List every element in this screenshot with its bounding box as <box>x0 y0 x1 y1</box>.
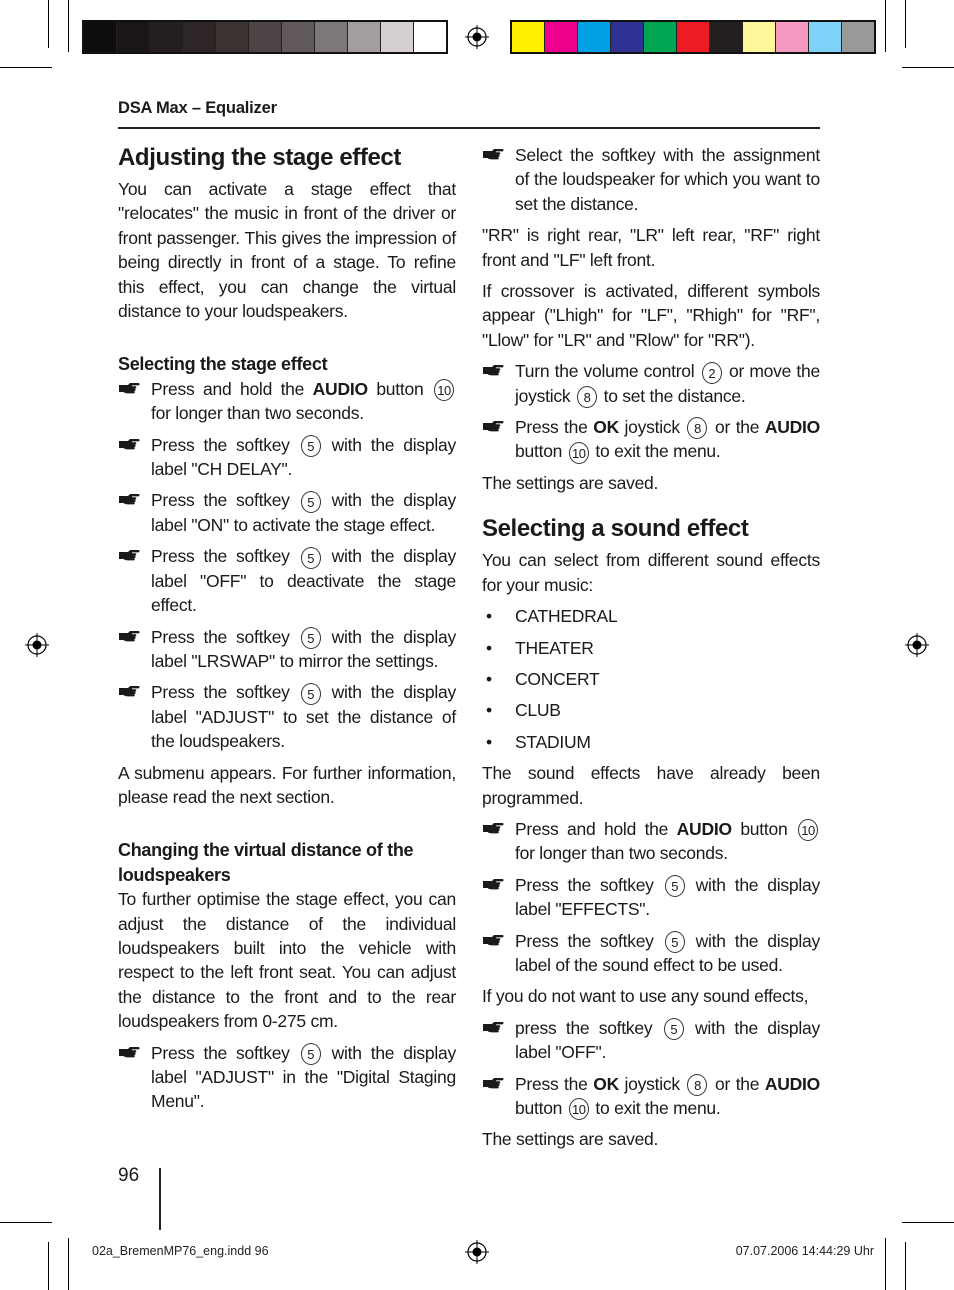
list-item: • CLUB <box>486 700 561 721</box>
instruction-step: Turn the volume control 2 or move the joystick 8 to set the distance. <box>482 359 820 408</box>
control-number-badge: 5 <box>301 435 321 457</box>
pointing-hand-icon <box>118 379 140 397</box>
crop-mark <box>885 0 886 52</box>
control-number-badge: 10 <box>569 442 589 464</box>
color-swatch <box>281 22 314 52</box>
pointing-hand-icon <box>482 875 504 893</box>
paragraph: "RR" is right rear, "LR" left rear, "RF" right front and "LF" left front. <box>482 225 820 270</box>
instruction-step: Press the softkey 5 with the display label "EFFECTS". <box>482 873 820 922</box>
instruction-step: Press the softkey 5 with the display label "ON" to activate the stage effect. <box>118 488 456 537</box>
control-number-badge: 5 <box>301 683 321 705</box>
paragraph: The settings are saved. <box>482 1129 659 1150</box>
color-swatch <box>215 22 248 52</box>
crop-mark <box>68 0 69 52</box>
instruction-step: Press the softkey 5 with the display label "ADJUST" in the "Digital Staging Menu". <box>118 1041 456 1114</box>
pointing-hand-icon <box>118 627 140 645</box>
color-swatch <box>413 22 446 52</box>
crop-mark <box>48 1242 49 1290</box>
crop-mark <box>902 1222 954 1223</box>
control-number-badge: 5 <box>301 491 321 513</box>
paragraph: The settings are saved. <box>482 472 659 493</box>
instruction-step: Press the softkey 5 with the display label "ADJUST" to set the distance of the loudspeakers. <box>118 680 456 753</box>
subheading-virtual-distance: Changing the virtual distance of the loudspeakers <box>118 840 414 885</box>
color-swatch <box>149 22 182 52</box>
crop-mark <box>48 0 49 48</box>
crop-mark <box>68 1238 69 1290</box>
color-swatch <box>116 22 149 52</box>
control-number-badge: 10 <box>569 1098 589 1120</box>
control-number-badge: 5 <box>301 547 321 569</box>
control-number-badge: 5 <box>301 627 321 649</box>
color-swatch <box>84 22 116 52</box>
instruction-step: Press the OK joystick 8 or the AUDIO button 10 to exit the menu. <box>482 415 820 464</box>
crop-mark <box>905 0 906 48</box>
color-swatch <box>248 22 281 52</box>
instruction-step: Select the softkey with the assignment of the loudspeaker for which you want to set the distance. <box>482 143 820 216</box>
color-swatch <box>380 22 413 52</box>
registration-mark-icon <box>25 633 49 657</box>
color-swatch <box>775 22 808 52</box>
left-column <box>118 143 456 1121</box>
instruction-step: press the softkey 5 with the display label "OFF". <box>482 1016 820 1065</box>
color-swatch <box>742 22 775 52</box>
instruction-step: Press the softkey 5 with the display label "CH DELAY". <box>118 433 456 482</box>
color-swatch <box>347 22 380 52</box>
color-swatch <box>182 22 215 52</box>
grayscale-color-bar <box>82 20 448 54</box>
registration-mark-icon <box>465 1240 489 1264</box>
crop-mark <box>885 1238 886 1290</box>
color-swatch <box>643 22 676 52</box>
color-swatch <box>808 22 841 52</box>
running-header: DSA Max – Equalizer <box>118 99 277 117</box>
list-item: • THEATER <box>486 637 594 658</box>
pointing-hand-icon <box>482 145 504 163</box>
crop-mark <box>0 67 52 68</box>
right-column <box>482 143 820 1159</box>
control-number-badge: 5 <box>301 1043 321 1065</box>
control-number-badge: 8 <box>577 386 597 408</box>
color-swatch <box>577 22 610 52</box>
pointing-hand-icon <box>118 1043 140 1061</box>
list-item: • CATHEDRAL <box>486 606 618 627</box>
pointing-hand-icon <box>482 931 504 949</box>
control-number-badge: 5 <box>665 931 685 953</box>
print-slug-filename: 02a_BremenMP76_eng.indd 96 <box>92 1244 269 1258</box>
header-divider <box>118 127 820 129</box>
paragraph: You can activate a stage effect that "relocates" the music in front of the driver or front passenger. This gives the impression of being directly in front of a stage. To refine this effect, you can change the virtual distance to your loudspeakers. <box>118 179 456 322</box>
color-swatch <box>709 22 742 52</box>
color-swatch <box>841 22 874 52</box>
pointing-hand-icon <box>118 435 140 453</box>
subheading-selecting-stage-effect: Selecting the stage effect <box>118 354 328 375</box>
control-number-badge: 5 <box>665 875 685 897</box>
pointing-hand-icon <box>118 490 140 508</box>
control-number-badge: 8 <box>687 1074 707 1096</box>
page-number: 96 <box>118 1165 140 1186</box>
pointing-hand-icon <box>482 819 504 837</box>
color-swatch <box>544 22 577 52</box>
instruction-step: Press the OK joystick 8 or the AUDIO button 10 to exit the menu. <box>482 1072 820 1121</box>
paragraph: To further optimise the stage effect, you can adjust the distance of the individual loudspeakers built into the vehicle with respect to the left front seat. You can adjust the distance to the front and to the rear loudspeakers from 0-275 cm. <box>118 889 456 1032</box>
control-number-badge: 10 <box>798 819 818 841</box>
paragraph: A submenu appears. For further information, please read the next section. <box>118 762 456 807</box>
color-swatch <box>676 22 709 52</box>
color-swatch <box>610 22 643 52</box>
registration-mark-icon <box>465 25 489 49</box>
pointing-hand-icon <box>482 1074 504 1092</box>
instruction-step: Press the softkey 5 with the display label "OFF" to deactivate the stage effect. <box>118 544 456 617</box>
control-number-badge: 2 <box>702 362 722 384</box>
instruction-step: Press and hold the AUDIO button 10 for longer than two seconds. <box>118 377 456 426</box>
control-number-badge: 5 <box>664 1018 684 1040</box>
pointing-hand-icon <box>118 546 140 564</box>
list-item: • STADIUM <box>486 731 591 752</box>
instruction-step: Press the softkey 5 with the display label "LRSWAP" to mirror the settings. <box>118 625 456 674</box>
color-swatch-bar <box>510 20 876 54</box>
crop-mark <box>902 67 954 68</box>
pointing-hand-icon <box>482 417 504 435</box>
instruction-step: Press the softkey 5 with the display label of the sound effect to be used. <box>482 929 820 978</box>
instruction-step: Press and hold the AUDIO button 10 for longer than two seconds. <box>482 817 820 866</box>
page-number-divider <box>159 1168 161 1230</box>
paragraph: If crossover is activated, different symbols appear ("Lhigh" for "LF", "Rhigh" for "RF", "Llow" for "LR" and "Rlow" for "RR"). <box>482 281 820 350</box>
paragraph: If you do not want to use any sound effects, <box>482 986 809 1007</box>
paragraph: The sound effects have already been programmed. <box>482 763 820 808</box>
crop-mark <box>905 1242 906 1290</box>
list-item: • CONCERT <box>486 668 600 689</box>
color-swatch <box>314 22 347 52</box>
registration-mark-icon <box>905 633 929 657</box>
pointing-hand-icon <box>482 361 504 379</box>
control-number-badge: 8 <box>687 417 707 439</box>
section-heading-sound-effect: Selecting a sound effect <box>482 515 749 543</box>
color-swatch <box>512 22 544 52</box>
pointing-hand-icon <box>118 682 140 700</box>
print-slug-timestamp: 07.07.2006 14:44:29 Uhr <box>735 1244 874 1258</box>
pointing-hand-icon <box>482 1018 504 1036</box>
section-heading-stage-effect: Adjusting the stage effect <box>118 144 401 171</box>
paragraph: You can select from different sound effects for your music: <box>482 550 820 595</box>
control-number-badge: 10 <box>434 379 454 401</box>
crop-mark <box>0 1222 52 1223</box>
